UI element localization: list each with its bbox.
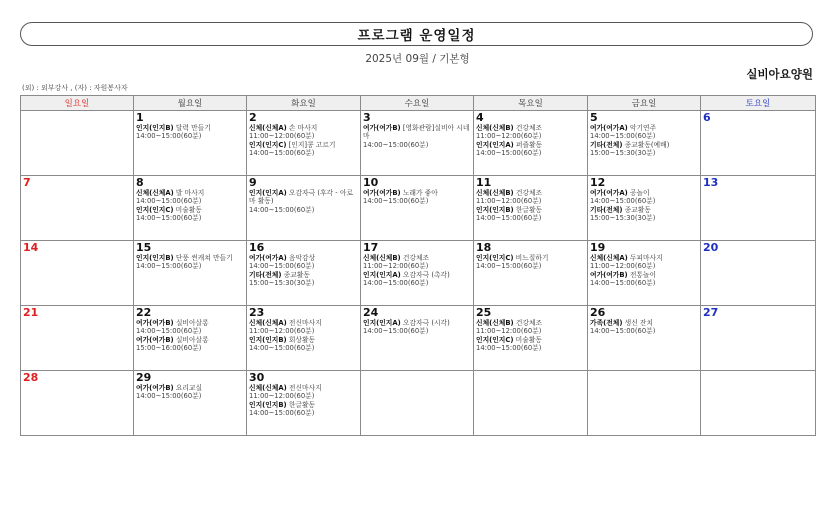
- event-time: 14:00~15:00(60분): [590, 327, 656, 336]
- event-time: 15:00~15:30(30분): [590, 148, 656, 157]
- program-event: [590, 189, 698, 206]
- event-category: 인지(인지B): [136, 124, 174, 132]
- event-category: 신체(신체A): [136, 189, 174, 197]
- event-category: 신체(신체B): [476, 189, 514, 197]
- event-time: 14:00~15:00(60분): [136, 392, 202, 401]
- day-number: 14: [23, 241, 39, 254]
- weekday-monday: 월요일: [134, 96, 247, 111]
- event-time: 14:00~15:00(60분): [136, 132, 202, 141]
- weekday-wednesday: 수요일: [361, 96, 474, 111]
- event-time: 11:00~12:00(60분): [249, 392, 315, 401]
- event-time: 11:00~12:00(60분): [590, 262, 656, 271]
- event-category: 인지(인지B): [476, 205, 514, 214]
- event-time: 14:00~15:00(60분): [476, 262, 542, 271]
- day-cell: [701, 241, 816, 306]
- day-cell: [361, 241, 474, 306]
- event-category: 신체(신체A): [249, 319, 287, 327]
- event-category: 인지(인지C): [476, 335, 514, 344]
- event-category: 인지(인지B): [249, 400, 287, 409]
- day-cell: [701, 111, 816, 176]
- day-number: 30: [249, 371, 265, 384]
- day-cell: [701, 371, 816, 436]
- event-category: 여가(여가A): [590, 189, 628, 197]
- day-number: 20: [703, 241, 719, 254]
- event-name: 공놀이: [627, 189, 650, 197]
- event-time: 14:00~15:00(60분): [476, 213, 542, 222]
- program-event: [363, 254, 471, 271]
- event-time: 15:00~16:00(60분): [136, 343, 202, 352]
- event-time: 14:00~15:00(60분): [249, 408, 315, 417]
- week-row: [21, 241, 816, 306]
- day-number: 8: [136, 176, 144, 189]
- program-event: [363, 124, 471, 149]
- event-category: 여가(여가B): [363, 189, 401, 197]
- day-cell: [21, 111, 134, 176]
- program-event: [249, 271, 358, 288]
- day-number: 27: [703, 306, 719, 319]
- week-row: [21, 176, 816, 241]
- day-number: 6: [703, 111, 711, 124]
- program-event: [476, 319, 585, 336]
- event-category: 기타(전체): [590, 205, 623, 214]
- day-number: 25: [476, 306, 492, 319]
- day-number: 12: [590, 176, 606, 189]
- event-time: 11:00~12:00(60분): [249, 327, 315, 336]
- event-name: 전신마사지: [286, 384, 322, 392]
- program-event: [476, 254, 585, 271]
- program-event: [249, 254, 358, 271]
- day-cell: [134, 111, 247, 176]
- day-cell: [21, 176, 134, 241]
- day-number: 7: [23, 176, 31, 189]
- event-name: 두피마사지: [627, 254, 663, 262]
- event-name: [인지]콩 고르기: [286, 140, 336, 149]
- program-event: [476, 206, 585, 223]
- event-time: 14:00~15:00(60분): [249, 205, 315, 214]
- program-event: [136, 319, 244, 336]
- event-name: 음악감상: [286, 254, 316, 262]
- day-number: 9: [249, 176, 257, 189]
- event-category: 인지(인지B): [249, 335, 287, 344]
- program-event: [249, 336, 358, 353]
- event-time: 14:00~15:00(60분): [590, 278, 656, 287]
- day-number: 29: [136, 371, 152, 384]
- day-cell: [474, 306, 588, 371]
- event-time: 11:00~12:00(60분): [476, 132, 542, 141]
- event-name: 발 마사지: [173, 189, 205, 197]
- day-number: 15: [136, 241, 152, 254]
- event-name: 요리교실: [173, 384, 203, 392]
- day-cell: [247, 176, 361, 241]
- event-time: 11:00~12:00(60분): [249, 132, 315, 141]
- event-name: 미술활동: [173, 205, 202, 214]
- page-subtitle: 2025년 09월 / 기본형: [365, 53, 470, 65]
- program-event: [249, 189, 358, 214]
- day-cell: [21, 241, 134, 306]
- event-name: 퍼즐활동: [513, 140, 543, 149]
- facility-name: 실비아요양원: [746, 67, 813, 81]
- event-time: 14:00~15:00(60분): [476, 148, 542, 157]
- event-category: 인지(인지C): [249, 140, 287, 149]
- event-name: 회상활동: [286, 335, 316, 344]
- event-time: 15:00~15:30(30분): [249, 278, 315, 287]
- program-event: [476, 189, 585, 206]
- event-name: 한글활동: [513, 205, 543, 214]
- event-category: 신체(신체B): [476, 124, 514, 132]
- event-name: 건강체조: [400, 254, 430, 262]
- program-event: [590, 319, 698, 336]
- event-time: 14:00~15:00(60분): [590, 132, 656, 141]
- event-category: 신체(신체A): [249, 384, 287, 392]
- event-time: 14:00~15:00(60분): [249, 148, 315, 157]
- program-event: [363, 271, 471, 288]
- event-time: 11:00~12:00(60분): [476, 197, 542, 206]
- event-category: 여가(여가B): [136, 319, 174, 327]
- event-category: 여가(여가B): [136, 384, 174, 392]
- event-name: 비느질하기: [513, 254, 549, 262]
- day-number: 19: [590, 241, 606, 254]
- event-time: 14:00~15:00(60분): [363, 327, 429, 336]
- weekday-saturday: 토요일: [701, 96, 816, 111]
- day-cell: [588, 306, 701, 371]
- event-category: 신체(신체A): [590, 254, 628, 262]
- event-time: 11:00~12:00(60분): [476, 327, 542, 336]
- event-name: 달력 만들기: [173, 124, 211, 132]
- event-category: 기타(전체): [590, 140, 623, 149]
- event-name: 실비아살롱: [173, 335, 209, 344]
- event-time: 11:00~12:00(60분): [363, 262, 429, 271]
- event-time: 14:00~15:00(60분): [476, 343, 542, 352]
- day-cell: [247, 241, 361, 306]
- program-event: [590, 141, 698, 158]
- weekday-header-row: [21, 96, 816, 111]
- day-cell: [134, 306, 247, 371]
- day-number: 26: [590, 306, 606, 319]
- day-cell: [247, 111, 361, 176]
- event-name: 종교활동: [622, 205, 651, 214]
- event-category: 인지(인지A): [363, 319, 401, 327]
- event-time: 14:00~15:00(60분): [249, 343, 315, 352]
- day-number: 4: [476, 111, 484, 124]
- weekday-sunday: 일요일: [21, 96, 134, 111]
- event-category: 신체(신체A): [249, 124, 287, 132]
- event-time: 14:00~15:00(60분): [136, 197, 202, 206]
- event-category: 여가(여가A): [249, 254, 287, 262]
- event-time: 14:00~15:00(60분): [363, 278, 429, 287]
- day-number: 28: [23, 371, 39, 384]
- program-event: [136, 124, 244, 141]
- program-event: [136, 189, 244, 206]
- program-event: [363, 319, 471, 336]
- program-event: [590, 206, 698, 223]
- event-category: 가족(전체): [590, 319, 623, 327]
- weekday-thursday: 목요일: [474, 96, 588, 111]
- event-name: 종교활동(예배): [622, 140, 670, 149]
- day-cell: [134, 371, 247, 436]
- day-cell: [247, 371, 361, 436]
- program-event: [476, 124, 585, 141]
- event-name: 건강체조: [513, 124, 543, 132]
- program-event: [590, 271, 698, 288]
- event-category: 여가(여가B): [590, 270, 628, 279]
- day-cell: [588, 371, 701, 436]
- day-cell: [474, 371, 588, 436]
- weekday-tuesday: 화요일: [247, 96, 361, 111]
- day-number: 10: [363, 176, 379, 189]
- event-time: 14:00~15:00(60분): [590, 197, 656, 206]
- event-name: 생신 잔치: [622, 319, 654, 327]
- day-cell: [361, 111, 474, 176]
- day-number: 2: [249, 111, 257, 124]
- day-cell: [701, 306, 816, 371]
- event-name: 건강체조: [513, 189, 543, 197]
- week-row: [21, 371, 816, 436]
- legend-note: (외) : 외부강사 , (자) : 자원봉사자: [22, 84, 128, 92]
- event-category: 인지(인지A): [249, 189, 287, 197]
- week-row: [21, 306, 816, 371]
- program-event: [136, 336, 244, 353]
- day-cell: [21, 371, 134, 436]
- day-cell: [134, 241, 247, 306]
- event-name: 단풍 썬캐쳐 만들기: [173, 254, 233, 262]
- event-category: 인지(인지C): [476, 254, 514, 262]
- day-number: 3: [363, 111, 371, 124]
- event-category: 여가(여가B): [363, 124, 401, 132]
- day-cell: [21, 306, 134, 371]
- weekday-friday: 금요일: [588, 96, 701, 111]
- day-cell: [474, 111, 588, 176]
- day-number: 18: [476, 241, 492, 254]
- calendar-table: [20, 95, 816, 436]
- program-event: [476, 141, 585, 158]
- event-category: 인지(인지B): [136, 254, 174, 262]
- event-name: 오감자극 (촉각): [400, 270, 450, 279]
- day-cell: [588, 241, 701, 306]
- day-number: 17: [363, 241, 379, 254]
- program-event: [590, 254, 698, 271]
- day-number: 22: [136, 306, 152, 319]
- program-event: [249, 141, 358, 158]
- event-name: 오감자극 (시각): [400, 319, 450, 327]
- day-number: 5: [590, 111, 598, 124]
- day-number: 23: [249, 306, 265, 319]
- event-name: [영화관람]실비아 시네마: [363, 124, 470, 141]
- day-number: 13: [703, 176, 719, 189]
- event-name: 손 마사지: [286, 124, 318, 132]
- program-event: [136, 384, 244, 401]
- program-event: [476, 336, 585, 353]
- day-cell: [361, 371, 474, 436]
- day-cell: [588, 111, 701, 176]
- event-name: 미술활동: [513, 335, 542, 344]
- day-cell: [474, 176, 588, 241]
- day-cell: [701, 176, 816, 241]
- event-category: 신체(신체B): [476, 319, 514, 327]
- event-time: 15:00~15:30(30분): [590, 213, 656, 222]
- program-event: [590, 124, 698, 141]
- event-category: 인지(인지A): [476, 140, 514, 149]
- day-cell: [474, 241, 588, 306]
- day-number: 21: [23, 306, 39, 319]
- program-event: [249, 401, 358, 418]
- event-time: 14:00~15:00(60분): [136, 262, 202, 271]
- event-category: 신체(신체B): [363, 254, 401, 262]
- day-cell: [247, 306, 361, 371]
- event-category: 인지(인지A): [363, 270, 401, 279]
- event-name: 한글활동: [286, 400, 316, 409]
- event-category: 여가(여가B): [136, 335, 174, 344]
- day-number: 16: [249, 241, 265, 254]
- day-cell: [134, 176, 247, 241]
- event-name: 실비아살롱: [173, 319, 209, 327]
- program-event: [363, 189, 471, 206]
- day-cell: [361, 176, 474, 241]
- event-category: 여가(여가A): [590, 124, 628, 132]
- event-name: 전신마사지: [286, 319, 322, 327]
- page-title: 프로그램 운영일정: [20, 22, 813, 46]
- event-name: 건강체조: [513, 319, 543, 327]
- event-time: 14:00~15:00(60분): [249, 262, 315, 271]
- event-name: 전통놀이: [627, 270, 657, 279]
- week-row: [21, 111, 816, 176]
- day-number: 11: [476, 176, 492, 189]
- day-cell: [588, 176, 701, 241]
- program-event: [249, 384, 358, 401]
- event-time: 14:00~15:00(60분): [136, 213, 202, 222]
- event-time: 14:00~15:00(60분): [363, 140, 429, 149]
- day-cell: [361, 306, 474, 371]
- program-event: [136, 206, 244, 223]
- day-number: 1: [136, 111, 144, 124]
- event-category: 기타(전체): [249, 270, 282, 279]
- event-name: 악기연주: [627, 124, 657, 132]
- event-name: 노래가 좋아: [400, 189, 438, 197]
- event-time: 14:00~15:00(60분): [136, 327, 202, 336]
- day-number: 24: [363, 306, 379, 319]
- program-event: [249, 124, 358, 141]
- event-time: 14:00~15:00(60분): [363, 197, 429, 206]
- event-category: 인지(인지C): [136, 205, 174, 214]
- event-name: 종교활동: [281, 270, 310, 279]
- program-event: [249, 319, 358, 336]
- event-name: 오감자극 (후각 - 아로마 활동): [249, 189, 354, 206]
- program-event: [136, 254, 244, 271]
